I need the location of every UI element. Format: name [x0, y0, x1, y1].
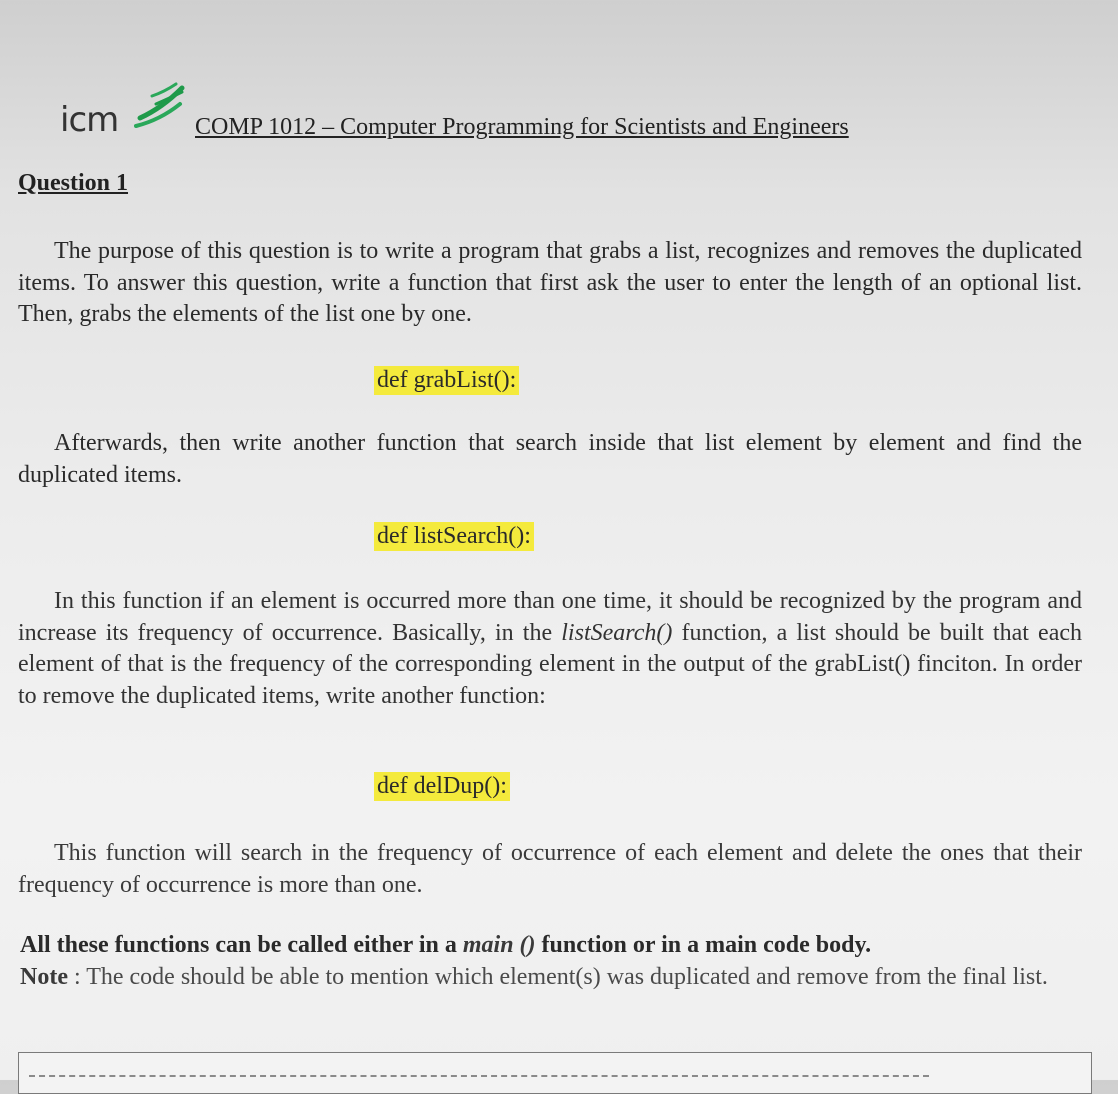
code-listsearch: def listSearch(): [374, 522, 534, 551]
code-grablist: def grabList(): [374, 366, 519, 395]
note-text: : The code should be able to mention which element(s) was duplicated and remove from the final list. [67, 963, 1048, 990]
answer-box[interactable] [18, 1052, 1092, 1094]
code-deldup: def delDup(): [374, 772, 510, 801]
final-italic-main: main () [462, 932, 536, 958]
course-title: COMP 1012 – Computer Programming for Scientists and Engineers [195, 114, 849, 140]
paragraph-intro: The purpose of this question is to write a program that grabs a list, recognizes and removes the duplicated items. To answer this question, write a function that first ask the user to enter the length of an optional list. Then, grabs the elements of the list one by one. [18, 238, 1082, 327]
para3-text-2: function, a list should be built that each element of that is the frequency of the corresponding element in the output of the grabList() finciton. In order to remove the duplicated items, write another function: [18, 619, 1082, 709]
logo-waves-icon [132, 78, 192, 133]
para3-text-1: In this function if an element is occurred more than one time, it should be recognized by the program and increase its frequency of occurrence. Basically, in the [18, 588, 1082, 646]
para3-italic-function: listSearch() [561, 619, 673, 646]
paragraph-frequency [18, 586, 1082, 712]
final-bold-text-1: All these functions can be called either in a [20, 932, 463, 958]
paragraph-delete: This function will search in the frequency of occurrence of each element and delete the ones that their frequency of occurrence is more than one. [18, 840, 1082, 898]
header [60, 78, 1060, 148]
note-label: Note [20, 963, 68, 990]
paragraph-search: Afterwards, then write another function that search inside that list element by element and find the duplicated items. [18, 430, 1082, 488]
logo-text: icm [60, 100, 119, 140]
final-bold-text-2: function or in a main code body. [535, 932, 872, 958]
question-heading: Question 1 [18, 170, 129, 196]
final-instructions [20, 930, 1080, 993]
answer-box-dashed-line [29, 1075, 929, 1077]
icm-logo [60, 78, 200, 148]
